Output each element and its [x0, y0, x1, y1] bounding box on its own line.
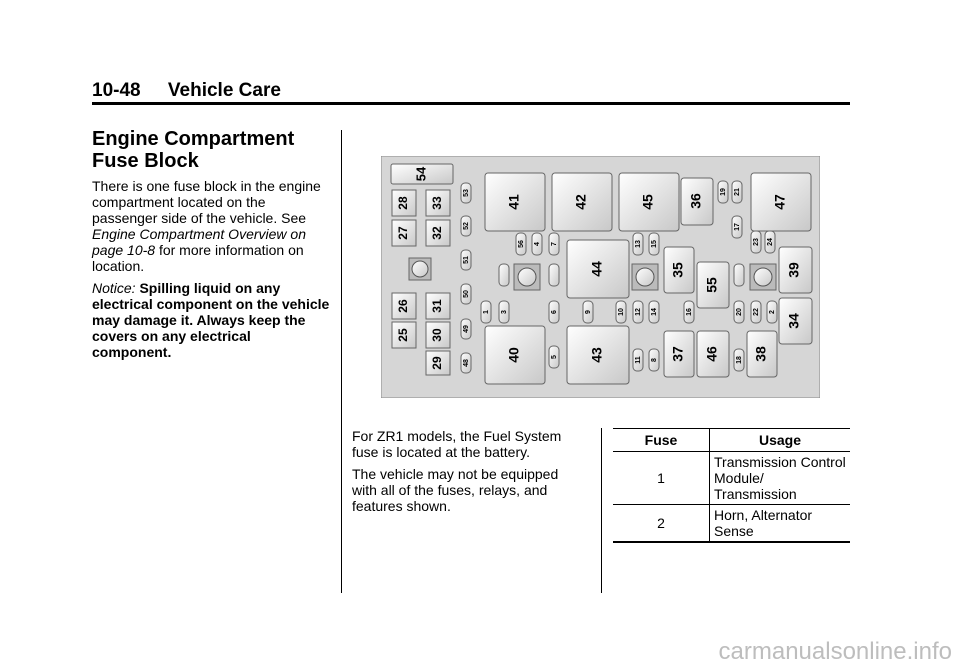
relay-40-label: 40 [505, 347, 522, 363]
stud-mid-right-bolt [636, 268, 654, 286]
relay-41-label: 41 [505, 194, 522, 210]
header-rule [92, 102, 850, 105]
column-divider-2 [601, 428, 602, 593]
fuse-3-label: 3 [500, 310, 508, 314]
fuse-number-cell: 2 [657, 515, 665, 531]
fuse-4-label: 4 [533, 242, 541, 246]
spare-fuse-a [499, 264, 509, 286]
table-row [613, 505, 850, 543]
spare-fuse-c [734, 264, 744, 286]
fuse-49-label: 49 [462, 325, 470, 333]
usage-column-header: Usage [710, 429, 851, 452]
relay-37-label: 37 [669, 346, 686, 362]
fuse-53-label: 53 [462, 189, 470, 197]
notice-label: Notice: [92, 280, 136, 296]
relay-34-label: 34 [785, 313, 802, 329]
fuse-8-label: 8 [650, 358, 658, 362]
fuse-29-label: 29 [430, 356, 445, 370]
fuse-13-label: 13 [634, 240, 642, 248]
fuse-number-cell: 1 [657, 470, 665, 486]
fuse-48-label: 48 [462, 359, 470, 367]
relay-43-label: 43 [588, 347, 605, 363]
fuse-50-label: 50 [462, 290, 470, 298]
fuse-19-label: 19 [719, 188, 727, 196]
table-header-row [613, 429, 850, 452]
fuse-21-label: 21 [733, 188, 741, 196]
relay-36-label: 36 [687, 193, 704, 209]
column-divider [341, 130, 342, 593]
fuse-31-label: 31 [430, 299, 445, 313]
fuse-33-label: 33 [430, 196, 445, 210]
fuse-usage-cell: Horn, Alternator Sense [710, 505, 851, 543]
fuse-column-header: Fuse [644, 432, 678, 448]
fuse-26-label: 26 [396, 299, 411, 313]
fuse-14-label: 14 [650, 308, 658, 316]
fuse-24-label: 24 [766, 238, 774, 246]
fuse-23-label: 23 [752, 238, 760, 246]
fuse-30-label: 30 [430, 328, 445, 342]
fuse-7-label: 7 [550, 242, 558, 246]
relay-45-label: 45 [639, 194, 656, 210]
relay-38-label: 38 [752, 346, 769, 362]
equipment-paragraph: The vehicle may not be equipped with all of the fuses, relays, and features shown. [352, 466, 559, 514]
zr1-paragraph: For ZR1 models, the Fuel System fuse is located at the battery. [352, 428, 562, 460]
relay-55-label: 55 [703, 277, 720, 293]
relay-42-label: 42 [572, 194, 589, 210]
stud-right-bolt [754, 268, 772, 286]
intro-paragraph: There is one fuse block in the engine compartment located on the passenger side of the vehicle. See Engine Compartment Overview on page 10-8 for more information on location. [92, 178, 321, 274]
middle-column [352, 428, 580, 520]
fuse-10-label: 10 [617, 308, 625, 316]
table-row [613, 452, 850, 505]
fuse-2-label: 2 [768, 310, 776, 314]
fuse-6-label: 6 [550, 310, 558, 314]
notice-paragraph: Notice: Spilling liquid on any electrical component on the vehicle may damage it. Always keep the covers on any electrical component. [92, 280, 330, 360]
relay-47-label: 47 [771, 194, 788, 210]
relay-35-label: 35 [669, 262, 686, 278]
fuse-25-label: 25 [396, 328, 411, 342]
relay-54-label: 54 [413, 166, 429, 182]
left-column [92, 178, 332, 366]
relay-44-label: 44 [588, 261, 605, 277]
fuse-16-label: 16 [685, 308, 693, 316]
fuse-28-label: 28 [396, 196, 411, 210]
section-title: Vehicle Care [167, 80, 281, 101]
fuse-5-label: 5 [550, 355, 558, 359]
fuse-20-label: 20 [735, 308, 743, 316]
relay-39-label: 39 [785, 262, 802, 278]
page-header [92, 80, 281, 102]
fuse-56-label: 56 [517, 240, 525, 248]
page-number: 10-48 [92, 80, 141, 101]
title-line-1: Engine Compartment [92, 128, 295, 150]
fuse-52-label: 52 [462, 222, 470, 230]
fuse-15-label: 15 [650, 240, 658, 248]
fuse-1-label: 1 [482, 310, 490, 314]
fuse-12-label: 12 [634, 308, 642, 316]
spare-fuse-b [549, 264, 559, 286]
fuse-9-label: 9 [584, 310, 592, 314]
fuse-block-diagram [381, 156, 820, 398]
stud-left-bolt [412, 261, 428, 277]
watermark: carmanualsonline.info [718, 638, 952, 665]
fuse-usage-cell: Transmission Control Module/ Transmission [710, 452, 851, 505]
fuse-22-label: 22 [752, 308, 760, 316]
stud-mid-left-bolt [518, 268, 536, 286]
fuse-51-label: 51 [462, 256, 470, 264]
fuse-18-label: 18 [735, 356, 743, 364]
cross-reference-link[interactable]: Engine Compartment Overview on page 10-8 [92, 226, 306, 258]
fuse-32-label: 32 [430, 226, 445, 240]
fuse-27-label: 27 [396, 226, 411, 240]
title-line-2: Fuse Block [92, 150, 199, 172]
fuse-11-label: 11 [634, 356, 642, 364]
fuse-usage-table [613, 428, 850, 543]
page-title [92, 128, 332, 172]
relay-46-label: 46 [703, 346, 720, 362]
fuse-17-label: 17 [733, 223, 741, 231]
